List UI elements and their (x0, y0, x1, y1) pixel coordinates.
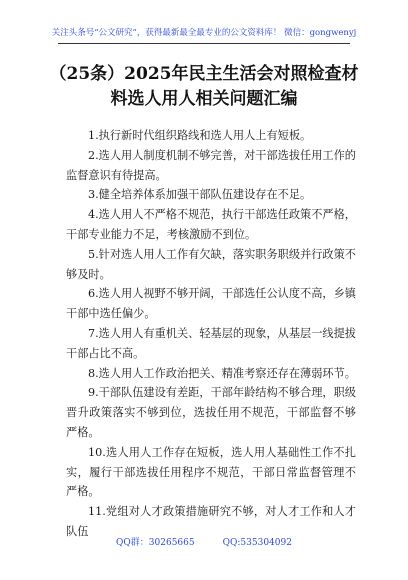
list-item: 4.选人用人不严格不规范，执行干部选任政策不严格，干部专业能力不足，考核激励不到位。 (66, 208, 356, 241)
list-item: 1.执行新时代组织路线和选人用人上有短板。 (88, 129, 312, 142)
title-line-1: （25条）2025年民主生活会对照检查材 (49, 64, 359, 84)
list-item: 2.选人用人制度机制不够完善，对干部选拔任用工作的监督意识有待提高。 (66, 148, 356, 182)
title-line-2: 料选人用人相关问题汇编 (110, 89, 298, 109)
footer-qq: QQ:535304092 (222, 538, 292, 548)
list-item: 5.针对选人用人工作有欠缺，落实职务职级并行政策不够及时。 (66, 247, 356, 281)
footer-contact (0, 535, 408, 548)
list-item: 10.选人用人工作存在短板，选人用人基础性工作不扎实，履行干部选拔任用程序不规范，干部日常监督管理不严格。 (66, 445, 356, 499)
list-item: 7.选人用人有重机关、轻基层的现象，从基层一线提拔干部占比不高。 (66, 326, 356, 360)
list-item: 9.干部队伍建设有差距，干部年龄结构不够合理，职级晋升政策落实不够到位，选拔任用不规范，干部监督不够严格。 (66, 386, 356, 439)
header-note: 关注头条号“公文研究”，获得最新最全最专业的公文资料库！ 微信：gongwenyj (51, 28, 357, 38)
list-item: 11.党组对人才政策措施研究不够，对人才工作和人才队伍 (66, 505, 356, 538)
list-item: 3.健全培养体系加强干部队伍建设存在不足。 (88, 188, 312, 202)
list-item: 8.选人用人工作政治把关、精准考察还存在薄弱环节。 (88, 366, 356, 380)
document-body (66, 126, 356, 542)
header-rule (58, 43, 350, 44)
document-title (30, 62, 378, 112)
list-item: 6.选人用人视野不够开阔，干部选任公认度不高，乡镇干部中选任偏少。 (66, 287, 356, 321)
footer-qq-group: QQ群：30265665 (116, 538, 195, 548)
